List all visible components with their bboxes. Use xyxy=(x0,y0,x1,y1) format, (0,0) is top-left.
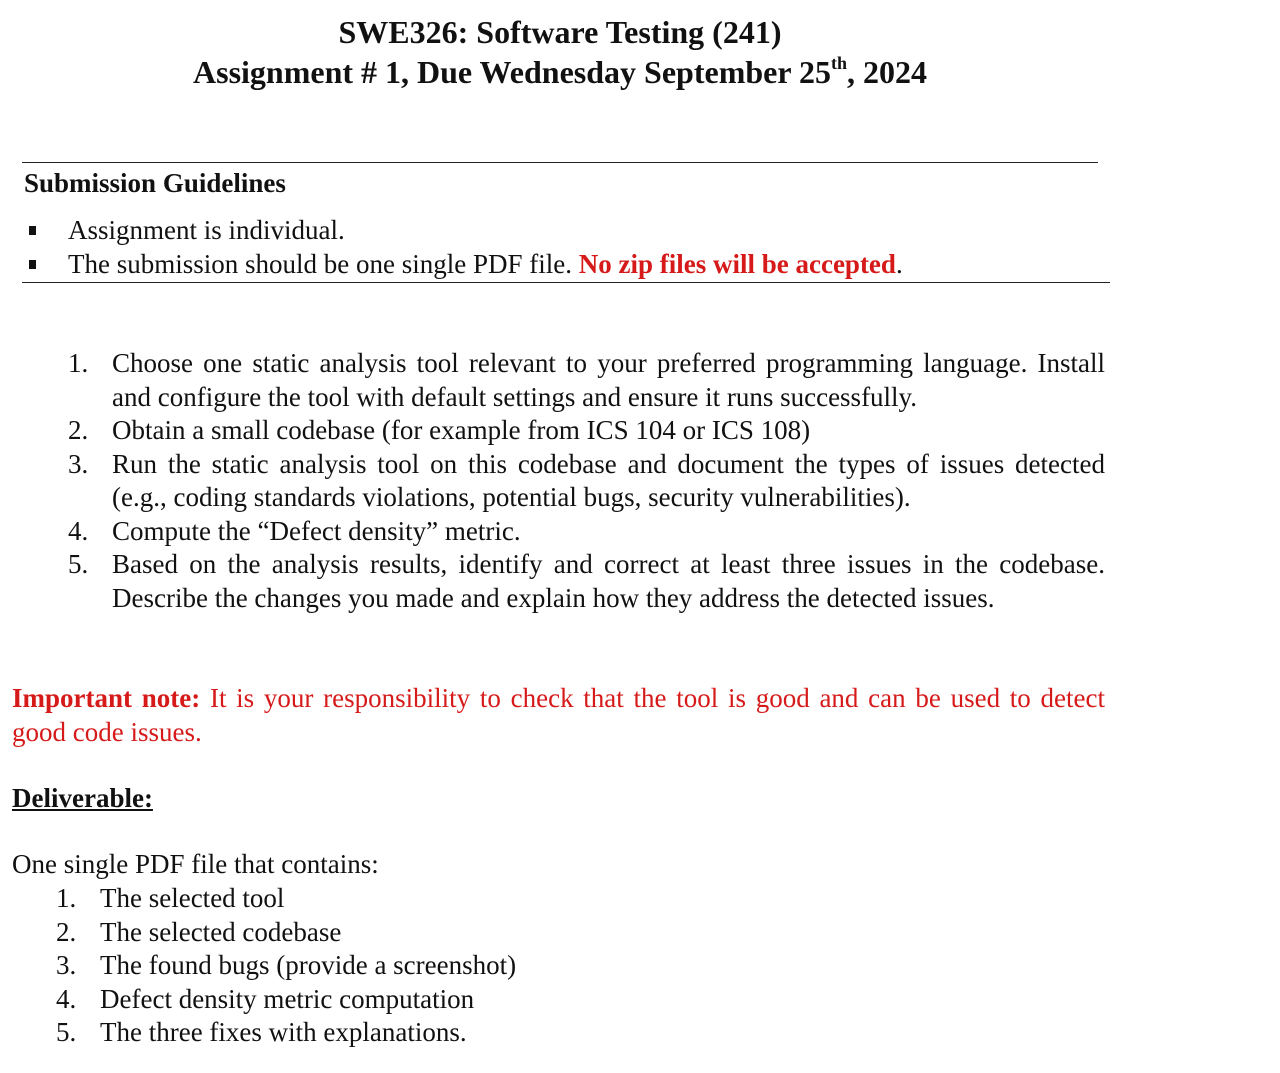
deliverable-text: Defect density metric computation xyxy=(100,983,475,1014)
task-item xyxy=(68,347,1105,414)
task-text: Choose one static analysis tool relevant to your preferred programming language. Install and configure the tool with default settings and ensure it runs successfully. xyxy=(112,348,1105,412)
task-item xyxy=(68,414,1105,448)
guidelines-top-divider xyxy=(22,162,1098,163)
deliverable-item xyxy=(56,916,956,950)
deliverable-item xyxy=(56,949,956,983)
deliverable-number: 3. xyxy=(56,950,77,980)
guideline-text: The submission should be one single PDF file. xyxy=(68,248,579,279)
deliverable-number: 2. xyxy=(56,916,77,947)
guidelines-bottom-divider xyxy=(22,282,1110,283)
subtitle-superscript: th xyxy=(830,53,847,74)
square-bullet-icon xyxy=(29,260,36,269)
task-text: Obtain a small codebase (for example from ICS 104 or ICS 108) xyxy=(112,415,811,445)
guidelines-heading: Submission Guidelines xyxy=(24,168,286,198)
guidelines-list xyxy=(24,214,1104,281)
deliverable-number: 4. xyxy=(56,983,77,1014)
task-list xyxy=(68,347,1105,615)
guideline-text-tail: . xyxy=(895,248,903,279)
guideline-item xyxy=(24,214,1104,248)
deliverable-text: The found bugs (provide a screenshot) xyxy=(100,950,517,980)
document-header xyxy=(0,12,1120,92)
task-number: 2. xyxy=(68,415,89,445)
task-item xyxy=(68,548,1105,615)
deliverable-text: The selected tool xyxy=(100,883,285,913)
square-bullet-icon xyxy=(29,226,36,235)
important-note-text: It is your responsibility to check that the tool is good and can be used to detect good code issues. xyxy=(12,683,1105,747)
task-number: 5. xyxy=(68,549,89,579)
deliverable-text: The selected codebase xyxy=(100,916,342,947)
guideline-warning: No zip files will be accepted xyxy=(578,248,896,279)
deliverable-list xyxy=(56,882,956,1050)
deliverable-text: The three fixes with explanations. xyxy=(100,1017,467,1047)
task-text: Run the static analysis tool on this codebase and document the types of issues detected (e.g., coding standards violations, potential bugs, security vulnerabilities). xyxy=(112,448,1105,512)
deliverable-heading: Deliverable: xyxy=(12,783,153,813)
document-title: SWE326: Software Testing (241) xyxy=(338,14,782,50)
task-item xyxy=(68,515,1105,549)
deliverable-item xyxy=(56,882,956,916)
guideline-text: Assignment is individual. xyxy=(68,215,345,245)
task-number: 3. xyxy=(68,448,89,479)
task-item xyxy=(68,448,1105,515)
task-number: 1. xyxy=(68,348,89,378)
document-subtitle xyxy=(0,52,1120,92)
subtitle-main: Assignment # 1, Due Wednesday September 25 xyxy=(193,54,831,90)
task-text: Based on the analysis results, identify and correct at least three issues in the codebase. Describe the changes you made and explain how they address the detected issues. xyxy=(112,549,1105,613)
task-text: Compute the “Defect density” metric. xyxy=(112,515,521,546)
deliverable-intro: One single PDF file that contains: xyxy=(12,849,379,879)
deliverable-number: 1. xyxy=(56,883,77,913)
deliverable-item xyxy=(56,1016,956,1050)
important-note xyxy=(12,682,1105,749)
deliverable-item xyxy=(56,983,956,1017)
guideline-item xyxy=(24,248,1104,282)
task-number: 4. xyxy=(68,515,89,546)
deliverable-number: 5. xyxy=(56,1017,77,1047)
subtitle-tail: , 2024 xyxy=(846,54,927,90)
important-note-label: Important note: xyxy=(12,683,201,713)
